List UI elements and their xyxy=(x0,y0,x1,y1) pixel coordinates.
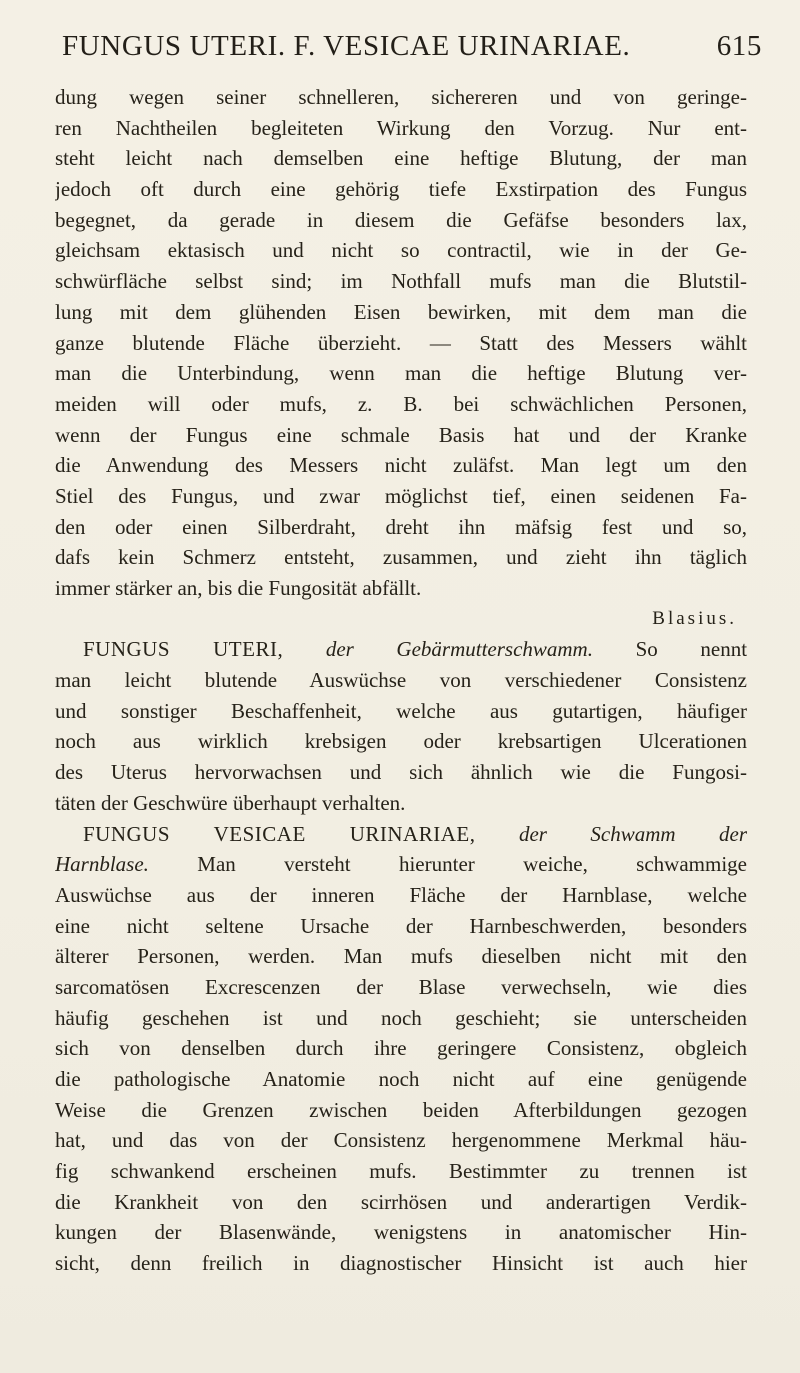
text-line: Stiel des Fungus, und zwar möglichst tief, einen seidenen Fa- xyxy=(55,483,747,508)
text-line: meiden will oder mufs, z. B. bei schwächlichen Personen, xyxy=(55,391,747,416)
text-line: die pathologische Anatomie noch nicht auf eine genügende xyxy=(55,1067,747,1091)
entry-heading: FUNGUS VESICAE URINARIAE, xyxy=(83,821,476,846)
text-line: begegnet, da gerade in diesem die Gefäfse besonders lax, xyxy=(55,207,747,232)
text-line: ren Nachtheilen begleiteten Wirkung den Vorzug. Nur ent- xyxy=(55,115,747,140)
text-line: gleichsam ektasisch und nicht so contractil, wie in der Ge- xyxy=(55,238,747,263)
text-line: und sonstiger Beschaffenheit, welche aus gutartigen, häufiger xyxy=(55,698,747,723)
text-line: kungen der Blasenwände, wenigstens in anatomischer Hin- xyxy=(55,1220,747,1245)
text-line: sich von denselben durch ihre geringere Consistenz, obgleich xyxy=(55,1036,747,1061)
entry-second-line xyxy=(55,849,747,880)
text-line: schwürfläche selbst sind; im Nothfall mufs man die Blutstil- xyxy=(55,269,747,294)
text-line: sicht, denn freilich in diagnostischer Hinsicht ist auch hier xyxy=(55,1251,747,1276)
entry-heading: FUNGUS UTERI, xyxy=(83,637,284,662)
text-line: sarcomatösen Excrescenzen der Blase verwechseln, wie dies xyxy=(55,974,747,999)
text-line: Weise die Grenzen zwischen beiden Afterbildungen gezogen xyxy=(55,1097,747,1122)
text-line: ganze blutende Fläche überzieht. — Statt des Messers wählt xyxy=(55,330,747,355)
entry-translation: Harnblase. xyxy=(55,852,149,877)
body-text xyxy=(55,82,747,1279)
text-line: wenn der Fungus eine schmale Basis hat und der Kranke xyxy=(55,422,747,447)
text-line: den oder einen Silberdraht, dreht ihn mäfsig fest und so, xyxy=(55,514,747,539)
text-line: die Anwendung des Messers nicht zuläfst. Man legt um den xyxy=(55,453,747,478)
text-line: dung wegen seiner schnelleren, sichereren und von geringe- xyxy=(55,85,747,109)
text-line: man die Unterbindung, wenn man die heftige Blutung ver- xyxy=(55,361,747,386)
text-line: die Krankheit von den scirrhösen und anderartigen Verdik- xyxy=(55,1189,747,1214)
text-line: des Uterus hervorwachsen und sich ähnlich wie die Fungosi- xyxy=(55,760,747,785)
entry-text: So nennt xyxy=(635,637,747,662)
text-line: Auswüchse aus der inneren Fläche der Harnblase, welche xyxy=(55,882,747,907)
text-line: lung mit dem glühenden Eisen bewirken, mit dem man die xyxy=(55,299,747,324)
text-line: immer stärker an, bis die Fungosität abfällt. xyxy=(55,576,422,600)
text-line: dafs kein Schmerz entsteht, zusammen, und zieht ihn täglich xyxy=(55,545,747,570)
text-line: täten der Geschwüre überhaupt verhalten. xyxy=(55,790,406,815)
entry-translation: der Gebärmutterschwamm. xyxy=(325,637,593,662)
entry-first-line xyxy=(55,819,747,850)
running-head xyxy=(62,30,762,70)
entry-translation: der Schwamm der xyxy=(518,821,747,846)
text-line: hat, und das von der Consistenz hergenommene Merkmal häu- xyxy=(55,1128,747,1153)
text-line: jedoch oft durch eine gehörig tiefe Exstirpation des Fungus xyxy=(55,177,747,202)
text-line: man leicht blutende Auswüchse von verschiedener Consistenz xyxy=(55,668,747,693)
entry-first-line xyxy=(55,634,747,665)
text-line: fig schwankend erscheinen mufs. Bestimmter zu trennen ist xyxy=(55,1159,747,1184)
text-line: älterer Personen, werden. Man mufs dieselben nicht mit den xyxy=(55,944,747,969)
text-line: noch aus wirklich krebsigen oder krebsartigen Ulcerationen xyxy=(55,729,747,754)
page-number: 615 xyxy=(716,30,762,62)
author-signature: Blasius. xyxy=(652,607,737,629)
entry-text: Man versteht hierunter weiche, schwammige xyxy=(197,852,747,877)
text-line: eine nicht seltene Ursache der Harnbeschwerden, besonders xyxy=(55,913,747,938)
text-line: steht leicht nach demselben eine heftige Blutung, der man xyxy=(55,146,747,171)
text-line: häufig geschehen ist und noch geschieht; sie unterscheiden xyxy=(55,1005,747,1030)
page-header-title: FUNGUS UTERI. F. VESICAE URINARIAE. xyxy=(62,30,631,62)
